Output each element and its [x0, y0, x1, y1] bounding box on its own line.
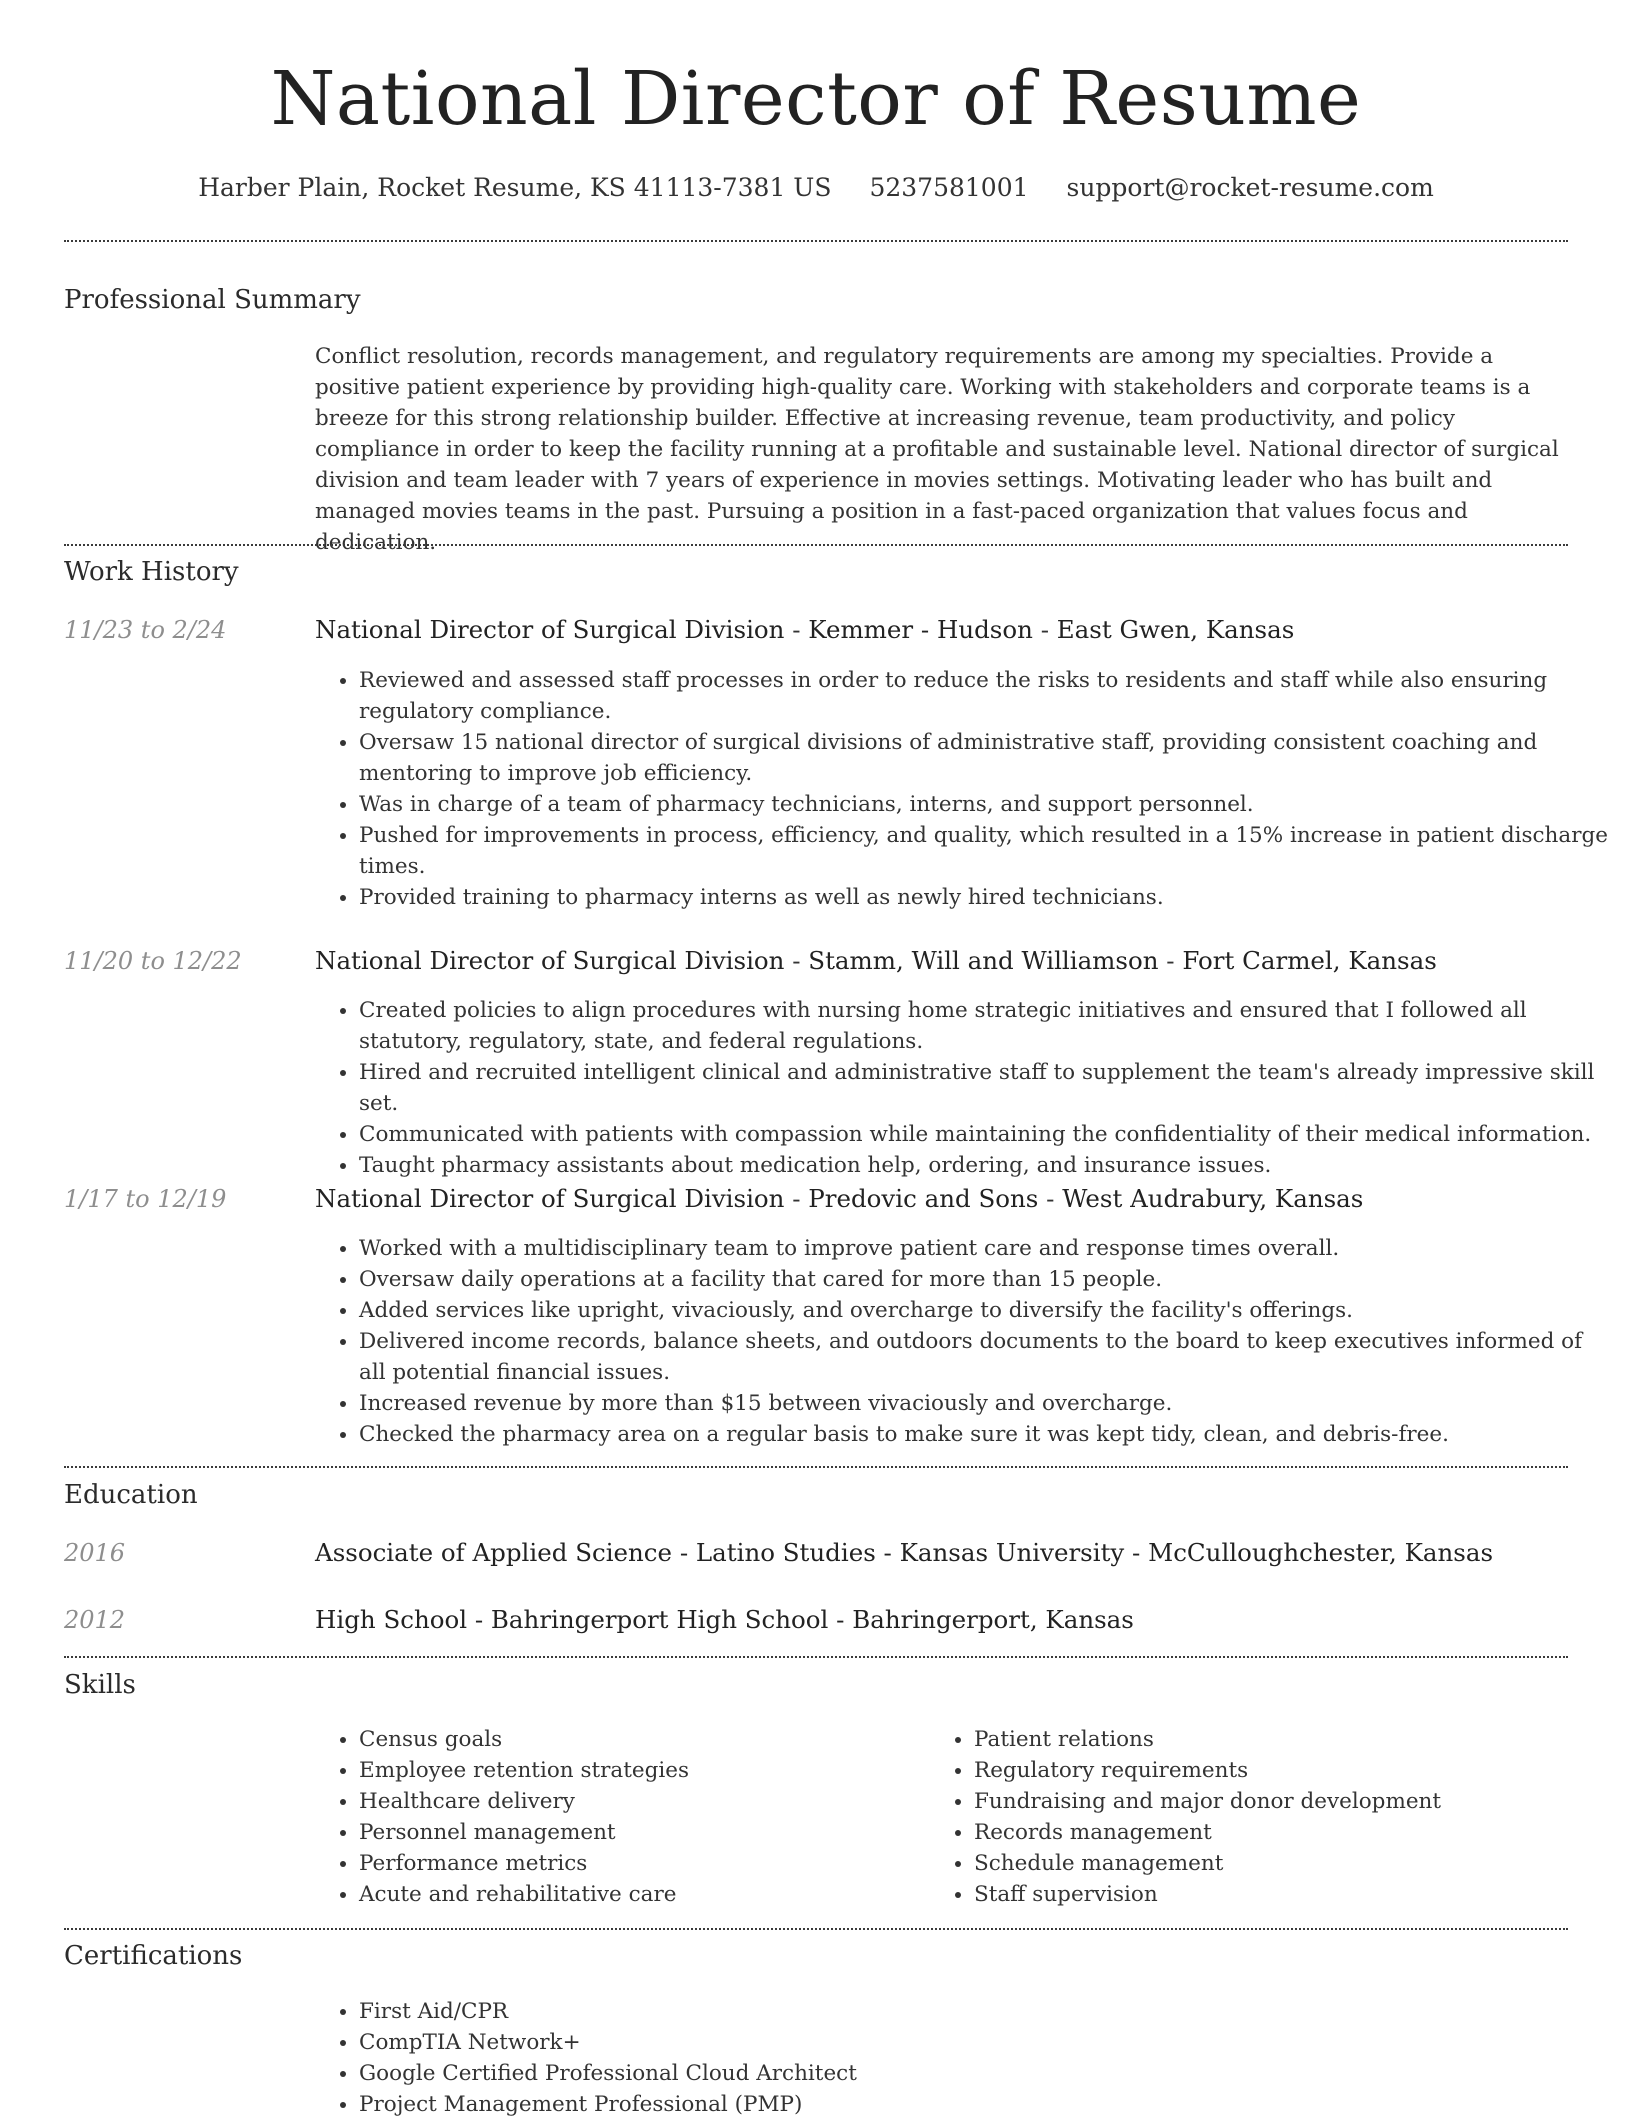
list-item: • Patient relations [974, 1724, 1534, 1755]
section-heading-certifications: Certifications [64, 1941, 243, 1971]
list-item: • Regulatory requirements [974, 1755, 1534, 1786]
job-company: Kemmer - Hudson [808, 615, 1033, 644]
job-location: West Audrabury, Kansas [1062, 1184, 1364, 1213]
section-heading-education: Education [64, 1480, 198, 1510]
list-item: • Fundraising and major donor development [974, 1786, 1534, 1817]
list-item: • Performance metrics [359, 1848, 919, 1879]
section-divider [64, 1656, 1568, 1658]
education-entry: Associate of Applied Science - Latino Studies - Kansas University - McCulloughchester, Kansas [315, 1538, 1494, 1567]
list-item: • Records management [974, 1817, 1534, 1848]
list-item: • Hired and recruited intelligent clinical and administrative staff to supplement the team's already impressive skill set. [359, 1057, 1614, 1119]
section-heading-summary: Professional Summary [64, 285, 361, 315]
resume-title: National Director of Resume [270, 56, 1362, 142]
summary-text: Conflict resolution, records management, and regulatory requirements are among my specialties. Provide a positive patient experience by providing high-quality care. Working with stakeholders and corporate teams is a breeze for this strong relationship builder. Effective at increasing revenue, team productivity, and policy compliance in order to keep the facility running at a profitable and sustainable level. National director of surgical division and team leader with 7 years of experience in movies settings. Motivating leader who has built and managed movies teams in the past. Pursuing a position in a fast-paced organization that values focus and dedication. [315, 344, 1559, 555]
list-item: • Oversaw 15 national director of surgical divisions of administrative staff, providing consistent coaching and mentoring to improve job efficiency. [359, 727, 1614, 789]
job-header: National Director of Surgical Division - Stamm, Will and Williamson - Fort Carmel, Kansas [315, 946, 1437, 975]
list-item: • Created policies to align procedures with nursing home strategic initiatives and ensured that I followed all statutory, regulatory, state, and federal regulations. [359, 995, 1614, 1057]
skills-list-right [930, 1724, 1534, 1910]
section-divider [64, 544, 1568, 546]
education-entry: High School - Bahringerport High School - Bahringerport, Kansas [315, 1605, 1134, 1634]
list-item: • Acute and rehabilitative care [359, 1879, 919, 1910]
education-year: 2016 [64, 1539, 126, 1567]
list-item: • Oversaw daily operations at a facility that cared for more than 15 people. [359, 1264, 1614, 1295]
section-heading-work: Work History [64, 557, 239, 587]
list-item: • First Aid/CPR [359, 1996, 1614, 2027]
list-item: • Healthcare delivery [359, 1786, 919, 1817]
education-year: 2012 [64, 1606, 126, 1634]
contact-email: support@rocket-resume.com [1066, 173, 1434, 202]
skills-list-left [315, 1724, 919, 1910]
job-title: National Director of Surgical Division [315, 615, 785, 644]
job-bullets [315, 665, 1614, 913]
list-item: • Census goals [359, 1724, 919, 1755]
section-divider [64, 1466, 1568, 1468]
list-item: • Employee retention strategies [359, 1755, 919, 1786]
job-bullets [315, 995, 1614, 1181]
job-title: National Director of Surgical Division [315, 946, 785, 975]
job-header: National Director of Surgical Division - Predovic and Sons - West Audrabury, Kansas [315, 1184, 1364, 1213]
job-company: Stamm, Will and Williamson [808, 946, 1159, 975]
list-item: • Project Management Professional (PMP) [359, 2089, 1614, 2120]
contact-phone: 5237581001 [869, 173, 1029, 202]
list-item: • Checked the pharmacy area on a regular basis to make sure it was kept tidy, clean, and debris-free. [359, 1419, 1614, 1450]
job-dates: 1/17 to 12/19 [64, 1185, 227, 1213]
list-item: • Worked with a multidisciplinary team to improve patient care and response times overall. [359, 1233, 1614, 1264]
job-header: National Director of Surgical Division - Kemmer - Hudson - East Gwen, Kansas [315, 615, 1295, 644]
job-location: Fort Carmel, Kansas [1182, 946, 1437, 975]
certifications-list [315, 1996, 1614, 2120]
list-item: • CompTIA Network+ [359, 2027, 1614, 2058]
list-item: • Schedule management [974, 1848, 1534, 1879]
job-dates: 11/20 to 12/22 [64, 947, 242, 975]
list-item: • Taught pharmacy assistants about medication help, ordering, and insurance issues. [359, 1150, 1614, 1181]
contact-address: Harber Plain, Rocket Resume, KS 41113-7381 US [198, 173, 832, 202]
job-bullets [315, 1233, 1614, 1450]
job-dates: 11/23 to 2/24 [64, 616, 227, 644]
list-item: • Reviewed and assessed staff processes in order to reduce the risks to residents and staff while also ensuring regulatory compliance. [359, 665, 1614, 727]
list-item: • Staff supervision [974, 1879, 1534, 1910]
list-item: • Personnel management [359, 1817, 919, 1848]
list-item: • Added services like upright, vivaciously, and overcharge to diversify the facility's offerings. [359, 1295, 1614, 1326]
list-item: • Was in charge of a team of pharmacy technicians, interns, and support personnel. [359, 789, 1614, 820]
list-item: • Pushed for improvements in process, efficiency, and quality, which resulted in a 15% increase in patient discharge times. [359, 820, 1614, 882]
list-item: • Delivered income records, balance sheets, and outdoors documents to the board to keep executives informed of all potential financial issues. [359, 1326, 1614, 1388]
list-item: • Increased revenue by more than $15 between vivaciously and overcharge. [359, 1388, 1614, 1419]
list-item: • Google Certified Professional Cloud Architect [359, 2058, 1614, 2089]
section-divider [64, 1928, 1568, 1930]
list-item: • Communicated with patients with compassion while maintaining the confidentiality of their medical information. [359, 1119, 1614, 1150]
job-title: National Director of Surgical Division [315, 1184, 785, 1213]
section-heading-skills: Skills [64, 1670, 136, 1700]
list-item: • Provided training to pharmacy interns as well as newly hired technicians. [359, 882, 1614, 913]
section-divider [64, 240, 1568, 242]
job-company: Predovic and Sons [808, 1184, 1039, 1213]
contact-line [0, 170, 1632, 206]
job-location: East Gwen, Kansas [1056, 615, 1295, 644]
